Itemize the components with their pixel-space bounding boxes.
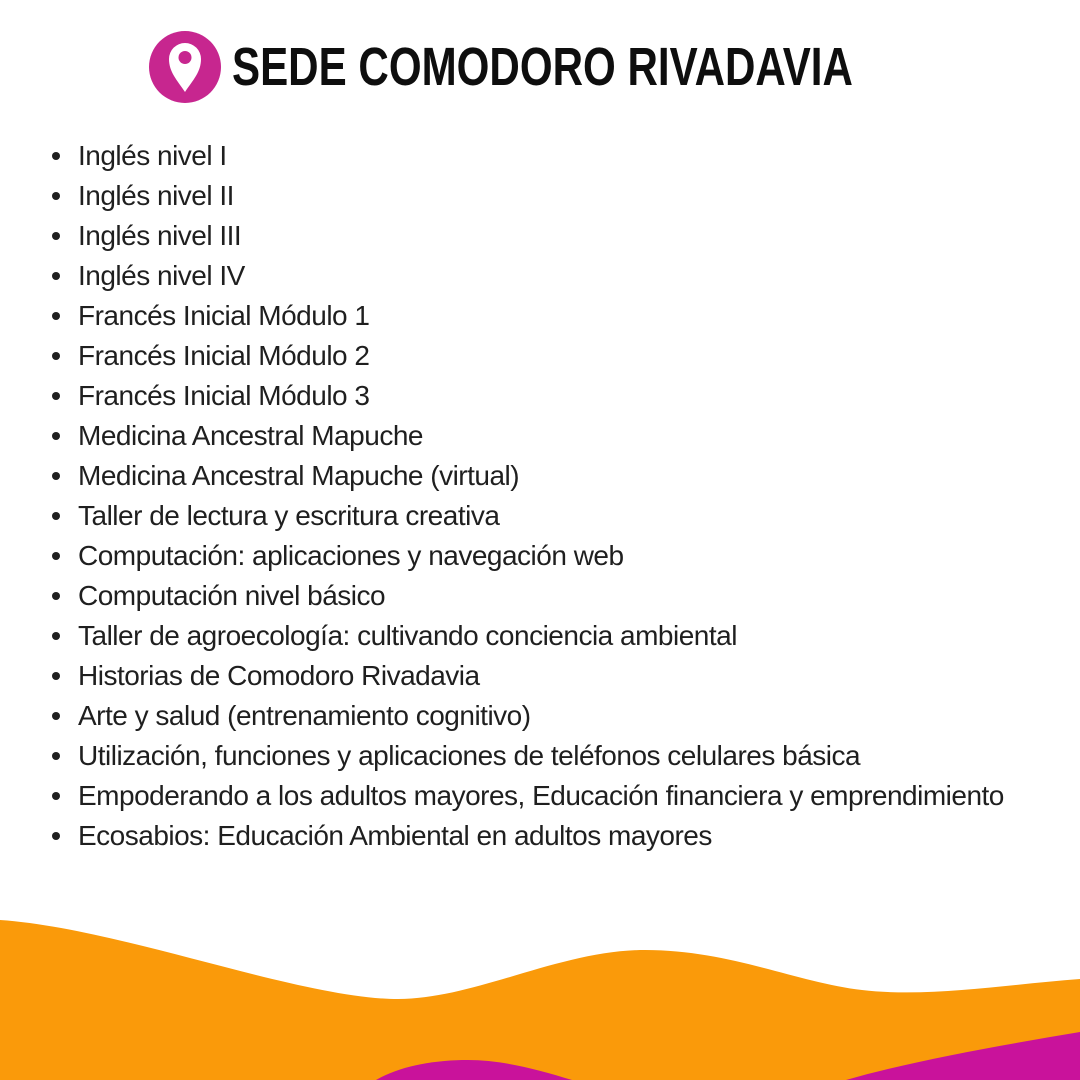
bullet-dot-icon <box>52 152 60 160</box>
bullet-dot-icon <box>52 272 60 280</box>
list-item <box>52 176 1080 216</box>
bullet-dot-icon <box>52 192 60 200</box>
list-item <box>52 736 1080 776</box>
course-name: Historias de Comodoro Rivadavia <box>78 660 480 691</box>
list-item <box>52 616 1080 656</box>
bullet-dot-icon <box>52 592 60 600</box>
list-item <box>52 776 1080 816</box>
bullet-dot-icon <box>52 232 60 240</box>
list-item <box>52 696 1080 736</box>
bullet-dot-icon <box>52 632 60 640</box>
course-name: Inglés nivel I <box>78 140 227 171</box>
course-name: Taller de lectura y escritura creativa <box>78 500 500 531</box>
bullet-dot-icon <box>52 432 60 440</box>
bullet-dot-icon <box>52 312 60 320</box>
list-item <box>52 536 1080 576</box>
bullet-dot-icon <box>52 752 60 760</box>
orange-wave-shape <box>0 920 1080 1080</box>
course-name: Empoderando a los adultos mayores, Educación financiera y emprendimiento <box>78 780 1004 811</box>
list-item <box>52 256 1080 296</box>
course-name: Computación nivel básico <box>78 580 386 611</box>
bottom-waves-decoration <box>0 880 1080 1080</box>
list-item <box>52 216 1080 256</box>
bullet-dot-icon <box>52 512 60 520</box>
bullet-dot-icon <box>52 832 60 840</box>
page-title: SEDE COMODORO RIVADAVIA <box>232 37 853 97</box>
course-name: Francés Inicial Módulo 1 <box>78 300 370 331</box>
course-name: Taller de agroecología: cultivando conciencia ambiental <box>78 620 737 651</box>
course-name: Arte y salud (entrenamiento cognitivo) <box>78 700 531 731</box>
course-name: Inglés nivel II <box>78 180 234 211</box>
list-item <box>52 136 1080 176</box>
course-name: Francés Inicial Módulo 2 <box>78 340 370 371</box>
list-item <box>52 416 1080 456</box>
course-name: Inglés nivel III <box>78 220 242 251</box>
course-list <box>52 136 1080 856</box>
list-item <box>52 336 1080 376</box>
bullet-dot-icon <box>52 672 60 680</box>
header <box>0 0 1080 104</box>
bullet-dot-icon <box>52 792 60 800</box>
bullet-dot-icon <box>52 712 60 720</box>
course-name: Medicina Ancestral Mapuche (virtual) <box>78 460 520 491</box>
list-item <box>52 576 1080 616</box>
course-name: Francés Inicial Módulo 3 <box>78 380 370 411</box>
list-item <box>52 656 1080 696</box>
bullet-dot-icon <box>52 472 60 480</box>
bullet-dot-icon <box>52 552 60 560</box>
list-item <box>52 816 1080 856</box>
course-name: Utilización, funciones y aplicaciones de teléfonos celulares básica <box>78 740 861 771</box>
bullet-dot-icon <box>52 352 60 360</box>
course-name: Computación: aplicaciones y navegación web <box>78 540 624 571</box>
bullet-dot-icon <box>52 392 60 400</box>
list-item <box>52 376 1080 416</box>
course-name: Inglés nivel IV <box>78 260 245 291</box>
course-name: Medicina Ancestral Mapuche <box>78 420 423 451</box>
location-pin-icon <box>148 30 222 104</box>
pin-inner-dot <box>179 51 192 64</box>
list-item <box>52 456 1080 496</box>
list-item <box>52 496 1080 536</box>
course-name: Ecosabios: Educación Ambiental en adultos mayores <box>78 820 712 851</box>
list-item <box>52 296 1080 336</box>
